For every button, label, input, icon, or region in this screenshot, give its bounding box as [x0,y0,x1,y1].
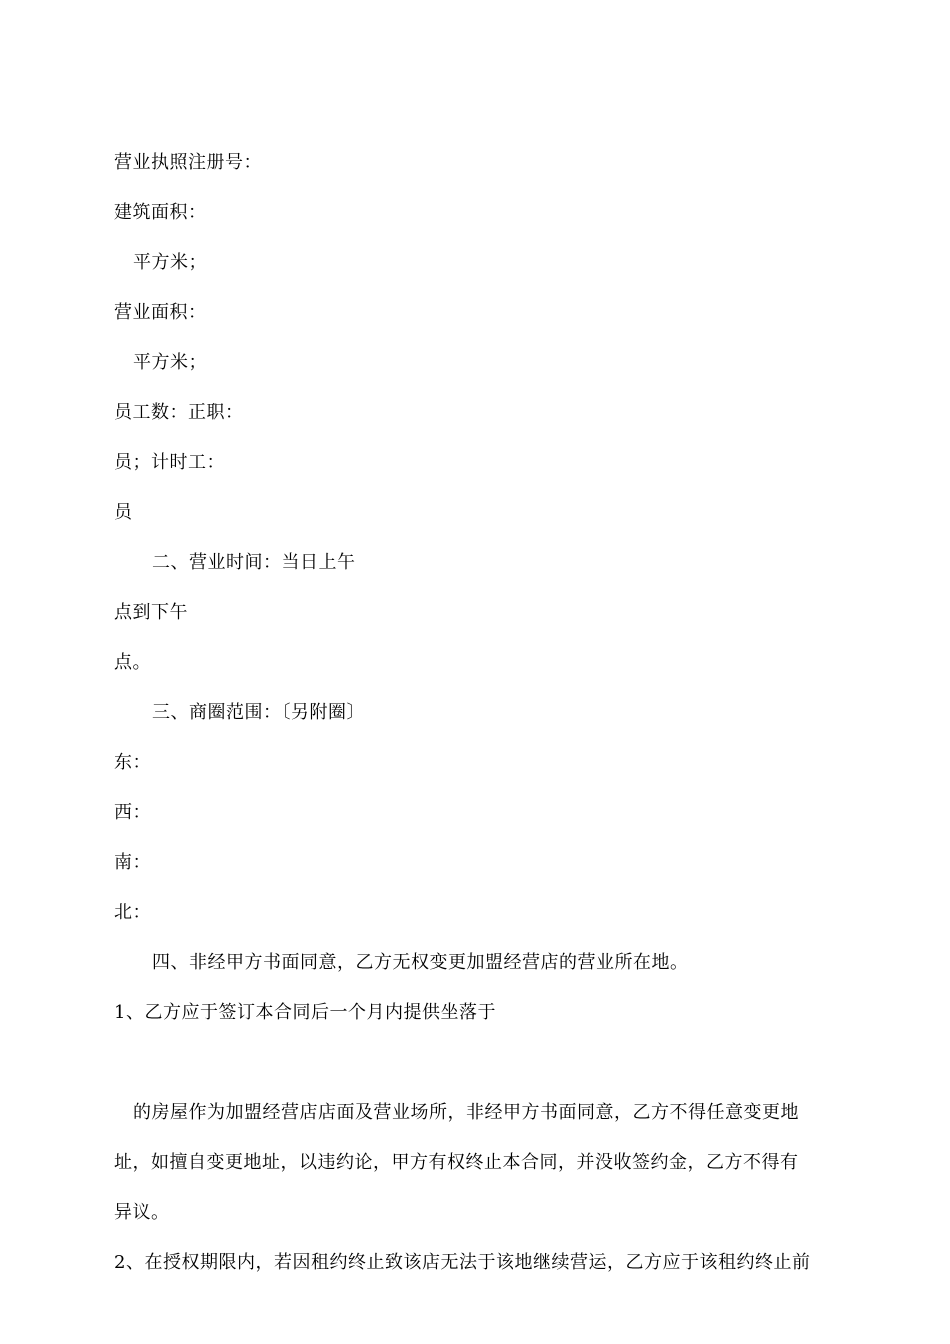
section-location-change: 四、非经甲方书面同意，乙方无权变更加盟经营店的营业所在地。 [152,952,689,973]
trade-area-west: 西： [114,802,151,823]
staff-unit: 员 [114,502,133,523]
building-area-unit: 平方米； [133,252,207,273]
business-area-unit: 平方米； [133,352,207,373]
clause-1: 1、乙方应于签订本合同后一个月内提供坐落于 [114,1002,496,1023]
business-hours-continued: 点到下午 [114,602,188,623]
business-area-label: 营业面积： [114,302,207,323]
section-trade-area: 三、商圈范围：〔另附圈〕 [152,702,365,723]
business-hours-end: 点。 [114,652,151,673]
clause-1-line-3: 址，如擅自变更地址，以违约论，甲方有权终止本合同，并没收签约金，乙方不得有 [114,1152,799,1173]
license-number-label: 营业执照注册号： [114,152,262,173]
trade-area-east: 东： [114,752,151,773]
clause-1-line-4: 异议。 [114,1202,170,1223]
building-area-label: 建筑面积： [114,202,207,223]
section-business-hours: 二、营业时间：当日上午 [152,552,356,573]
clause-1-line-2: 的房屋作为加盟经营店店面及营业场所，非经甲方书面同意，乙方不得任意变更地 [133,1102,799,1123]
staff-count-label: 员工数：正职： [114,402,244,423]
part-time-staff-label: 员；计时工： [114,452,225,473]
trade-area-north: 北： [114,902,151,923]
trade-area-south: 南： [114,852,151,873]
clause-2: 2、在授权期限内，若因租约终止致该店无法于该地继续营运，乙方应于该租约终止前 [114,1252,811,1273]
